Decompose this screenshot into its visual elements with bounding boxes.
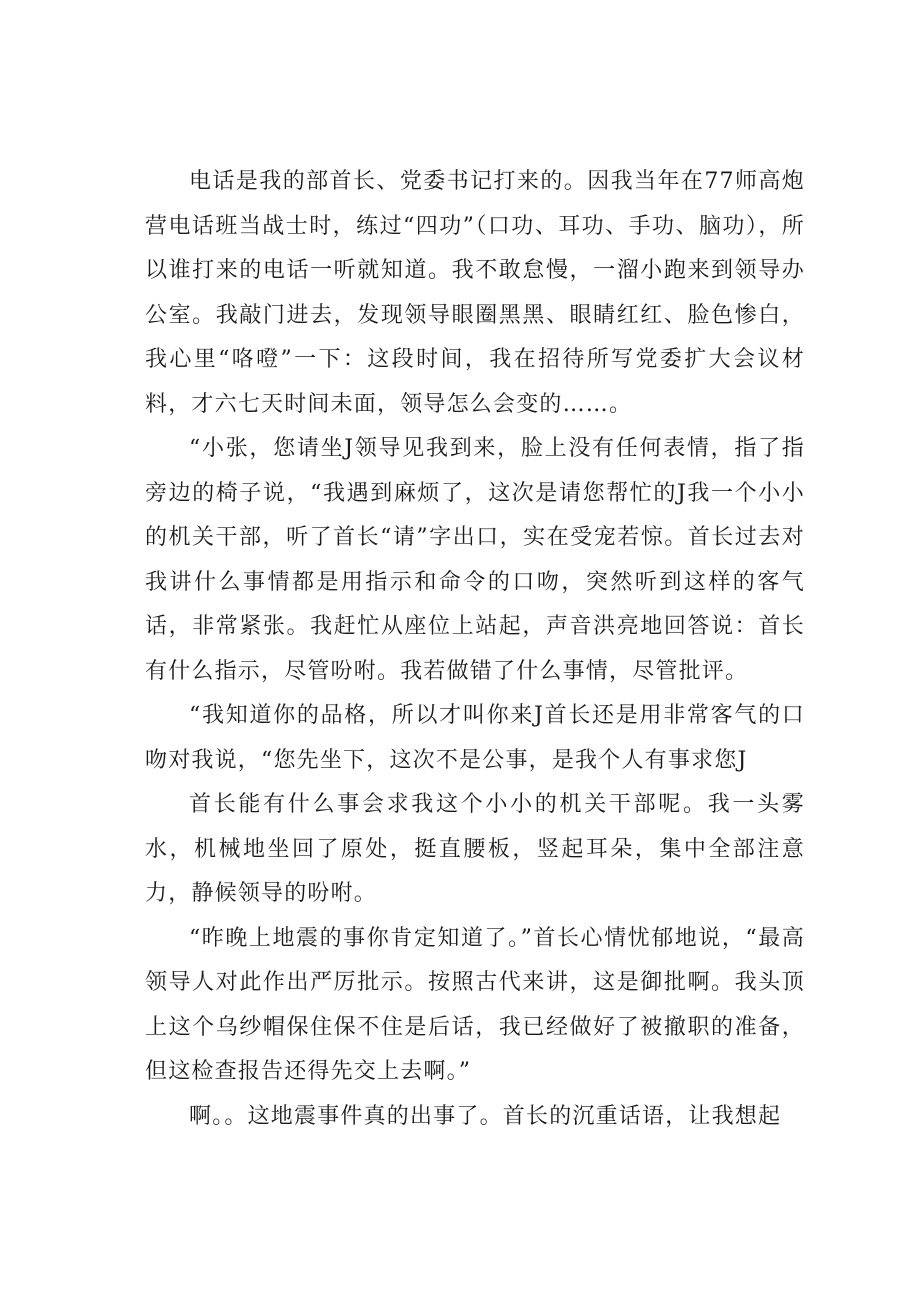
paragraph: “小张，您请坐J领导见我到来，脸上没有任何表情，指了指旁边的椅子说，“我遇到麻烦了，这次是请您帮忙的J我一个小小的机关干部，听了首长“请”字出口，实在受宠若惊。首长过去对我讲什么事情都是用指示和命令的口吻，突然听到这样的客气话，非常紧张。我赶忙从座位上站起，声音洪亮地回答说：首长有什么指示，尽管吩咐。我若做错了什么事情，尽管批评。: [145, 436, 805, 684]
paragraph: 啊。。这地震事件真的出事了。首长的沉重话语，让我想起: [189, 1103, 782, 1129]
body-text: [145, 160, 805, 1139]
paragraph: 电话是我的部首长、党委书记打来的。因我当年在77师高炮营电话班当战士时，练过“四功”（口功、耳功、手功、脑功），所以谁打来的电话一听就知道。我不敢怠慢，一溜小跑来到领导办公室。我敲门进去，发现领导眼圈黑黑、眼睛红红、脸色惨白，我心里“咯噔”一下：这段时间，我在招待所写党委扩大会议材料，才六七天时间未面，领导怎么会变的……。: [145, 169, 805, 417]
paragraph: 首长能有什么事会求我这个小小的机关干部呢。我一头雾水，机械地坐回了原处，挺直腰板，竖起耳朵，集中全部注意力，静候领导的吩咐。: [145, 792, 805, 906]
paragraph: “我知道你的品格，所以才叫你来J首长还是用非常客气的口吻对我说，“您先坐下，这次不是公事，是我个人有事求您J: [145, 703, 805, 773]
paragraph: “昨晚上地震的事你肯定知道了。”首长心情忧郁地说，“最高领导人对此作出严厉批示。按照古代来讲，这是御批啊。我头顶上这个乌纱帽保住保不住是后话，我已经做好了被撤职的准备，但这检查报告还得先交上去啊。”: [145, 925, 805, 1084]
